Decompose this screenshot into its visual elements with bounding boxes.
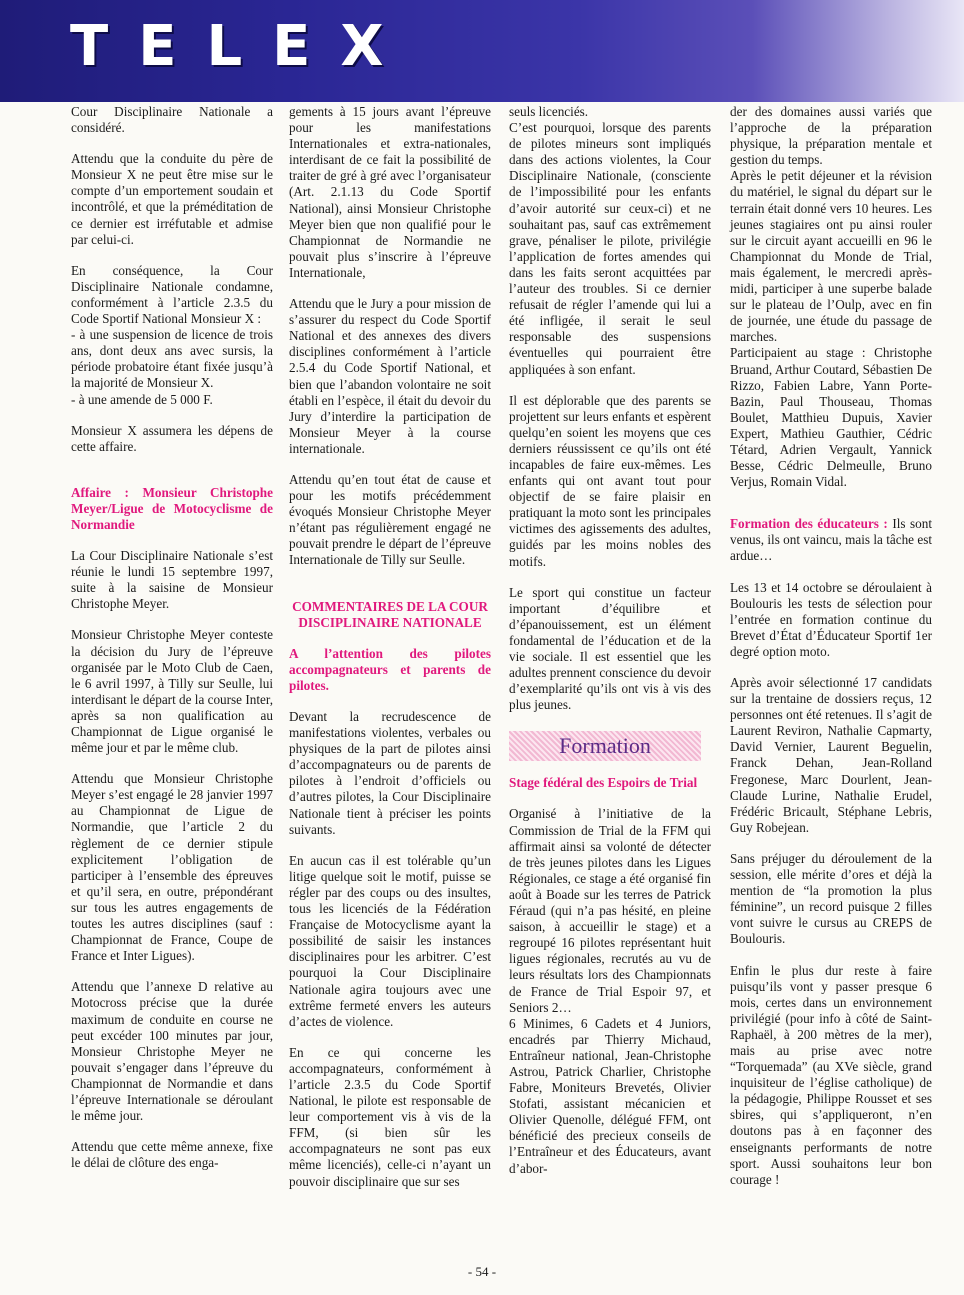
paragraph: Attendu qu’en tout état de cause et pour les motifs précédemment évoqués Monsieur Christophe Meyer n’étant pas régulièrement engagé ne pouvait prendre le départ de l’épreuve Internationale de Tilly sur Seulle. — [289, 471, 491, 568]
paragraph: Devant la recrudescence de manifestations violentes, verbales ou physiques de la part de pilotes ainsi d’accompagnateurs ou de parents de pilotes à l’endroit d’officiels ou d’autres pilotes, la Cour Disciplinaire Nationale tient à préciser les points suivants. — [289, 709, 491, 837]
section-subheading: A l’attention des pilotes accompagnateurs et parents de pilotes. — [289, 645, 491, 693]
paragraph: La Cour Disciplinaire Nationale s’est réunie le lundi 15 septembre 1997, suite à la saisine de Monsieur Christophe Meyer. — [71, 548, 273, 612]
paragraph: En ce qui concerne les accompagnateurs, conformément à l’article 2.3.5 du Code Sportif National, le pilote est responsable de leur comportement vis à vis de la FFM, (si bien sûr les accompagnateurs ne sont pas eux même licenciés), celle-ci n’ayant un pouvoir disciplinaire que sur ses — [289, 1044, 491, 1189]
column-3 — [509, 104, 711, 1192]
paragraph: Les 13 et 14 octobre se déroulaient à Boulouris les tests de sélection pour l’entrée en formation continue du Brevet d’État d’Éducateur Sportif 1er degré option moto. — [730, 579, 932, 659]
paragraph: Monsieur X assumera les dépens de cette affaire. — [71, 422, 273, 454]
column-4 — [730, 104, 932, 1203]
section-heading: COMMENTAIRES DE LA COUR DISCIPLINAIRE NATIONALE — [292, 598, 488, 630]
paragraph: - à une suspension de licence de trois ans, dont deux ans avec sursis, la période probatoire étant fixée jusqu’à la majorité de Monsieur X. — [71, 327, 273, 391]
paragraph: Organisé à l’initiative de la Commission de Trial de la FFM qui affirmait ainsi sa volonté de détecter de très jeunes pilotes dans les Ligues Régionales, ce stage a été organisé fin août à Boade sur les terres de Patrick Féraud (qui n’a pas hésité, en pleine saison, à accueillir le stage) et a regroupé 16 pilotes représentant huit ligues régionales, recrutés au vu de leurs résultats lors des Championnats de France de Trial Espoir 97, et Seniors 2… — [509, 806, 711, 1015]
page-number: - 54 - — [467, 1264, 497, 1279]
paragraph: Attendu que l’annexe D relative au Motocross précise que la durée maximum de conduite en course ne peut excéder 100 minutes par jour, Monsieur Christophe Meyer ne pouvait s’engager dans l’épreuve du Championnat de Normandie et dans l’épreuve Internationale se déroulant le même jour. — [71, 979, 273, 1124]
column-2 — [289, 104, 491, 1205]
section-heading: Affaire : Monsieur Christophe Meyer/Ligue de Motocyclisme de Normandie — [71, 484, 273, 532]
paragraph: Après avoir sélectionné 17 candidats sur la trentaine de dossiers reçus, 12 personnes ont été retenues. Il s’agit de Laurent Reviron, Nathalie Capmarty, David Vernier, Laurent Beguelin, Franck Dehan, Jean-Rolland Fregonese, Marc Dourlent, Jean-Claude Lurine, Nathalie Erudel, Frédéric Bricault, Stéphane Lebris, Guy Robejean. — [730, 675, 932, 835]
section-heading: Stage fédéral des Espoirs de Trial — [509, 775, 698, 791]
paragraph: Participaient au stage : Christophe Bruand, Arthur Coutard, Sébastien De Rizzo, Fabien Labre, Yann Porte-Bazin, Paul Thouseau, Thomas Boulet, Matthieu Dupuis, Xavier Expert, Mathieu Gauthier, Cédric Tétard, Adrien Vergault, Yannick Besse, Cédric Delmeulle, Bruno Verjus, Romain Vidal. — [730, 345, 932, 490]
paragraph: Cour Disciplinaire Nationale a considéré. — [71, 104, 273, 136]
paragraph: Attendu que la conduite du père de Monsieur X ne peut être mise sur le compte d’un emportement soudain et incontrôlé, et que la préméditation de ce dernier est irréfutable et admise par celui-ci. — [71, 151, 273, 247]
paragraph: C’est pourquoi, lorsque des parents de pilotes mineurs sont impliqués dans des actions violentes, la Cour Disciplinaire Nationale, (consciente de l’impossibilité pour les enfants d’avoir autorité sur ceux-ci) et ne souhaitant pas, sauf cas extrêmement grave, pénaliser le pilote, privilégie l’application de fortes amendes qui dans les faits seront acquittées par l’auteur des troubles. Si ce dernier refusait de régler l’amende qui lui a été infligée, il serait le seul responsable des suspensions éventuelles qui pourraient être appliquées à son enfant. — [509, 120, 711, 377]
paragraph: En aucun cas il est tolérable qu’un litige quelque soit le motif, puisse se régler par des coups ou des insultes, tous les licenciés de la Fédération Française de Motocyclisme ayant la possibilité de saisir les instances disciplinaires pour les arbitrer. C’est pourquoi la Cour Disciplinaire Nationale agira toujours avec une extrême fermeté envers les auteurs d’actes de violence. — [289, 852, 491, 1029]
paragraph: Attendu que le Jury a pour mission de s’assurer du respect du Code Sportif National et des annexes des divers disciplines conformément à l’article 2.5.4 du Code Sportif National, et bien que l’abandon volontaire ne soit établi en l’espèce, il était du devoir du Jury d’interdire la participation de Monsieur Meyer à la course internationale. — [289, 296, 491, 456]
paragraph: Le sport qui constitue un facteur important d’équilibre et d’épanouissement, est un élément fondamental de l’éducation et de la vie sociale. Il est essentiel que les adultes prennent conscience du devoir d’exemplarité qu’ils ont vis à vis des plus jeunes. — [509, 584, 711, 713]
formation-label: Formation — [559, 733, 651, 759]
section-heading-rest: Ils sont venus, ils ont vaincu, mais la tâche est ardue… — [730, 516, 933, 564]
paragraph: Attendu que cette même annexe, fixe le délai de clôture des enga- — [71, 1139, 273, 1171]
paragraph: 6 Minimes, 6 Cadets et 4 Juniors, encadrés par Thierry Michaud, Entraîneur national, Jean-Christophe Astrou, Patrick Charlier, Christophe Fabre, Moniteurs Brevetés, Olivier Stofati, assistant mécanicien et Olivier Quenolle, délégué FFM, ont bénéficié des precieux conseils de l’Entraîneur et des Éducateurs, avant d’abor- — [509, 1015, 711, 1176]
paragraph: Sans préjuger du déroulement de la session, elle mérite d’ores et déjà la mention de “la promotion la plus féminine”, un record puisque 2 filles vont suivre le cursus au CREPS de Boulouris. — [730, 850, 932, 947]
paragraph: En conséquence, la Cour Disciplinaire Nationale condamne, conformément à l’article 2.3.5 du Code Sportif National Monsieur X : — [71, 262, 273, 327]
paragraph: Enfin le plus dur reste à faire puisqu’ils vont y passer presque 6 mois, certes dans un environnement privilégié (pour info à côté de Saint-Raphaël, à 200 mètres de la mer), mais au prise avec notre “Torquemada” (au XVe siècle, grand inquisiteur de l’église catholique) de la pédagogie, Philippe Rousset et ses sbires, qui s’appliqueront, n’en doutons pas à en façonner des enseignants performants de notre sport. Aussi souhaitons leur bon courage ! — [730, 962, 932, 1187]
paragraph: Attendu que Monsieur Christophe Meyer s’est engagé le 28 janvier 1997 au Championnat de Ligue de Normandie, que l’article 2 du règlement de ce dernier stipule explicitement l’obligation de participer à l’ensemble des épreuves et qu’il sera, en outre, prépondérant sur tous les autres engagements de toutes les autres disciplines (sauf : Championnat de France, Coupe de France et Inter Ligues). — [71, 771, 273, 964]
paragraph: seuls licenciés. — [509, 104, 589, 119]
paragraph: der des domaines aussi variés que l’approche de la préparation physique, la préparation mentale et gestion du temps. — [730, 104, 932, 168]
paragraph: Après le petit déjeuner et la révision du matériel, le signal du départ sur le terrain était donné vers 10 heures. Les jeunes stagiaires ont pu ainsi rouler sur le circuit ayant accueilli en 96 le Championnat du Monde de Trial, mais également, le mercredi après-midi, participer à une superbe balade sur le plateau de l’Oulp, avec en fin de journée, une étude du passage de marches. — [730, 168, 932, 345]
telex-banner — [0, 0, 964, 102]
section-paragraph — [730, 516, 932, 564]
paragraph: Monsieur Christophe Meyer conteste la décision du Jury de l’épreuve organisée par le Moto Club de Caen, le 6 avril 1997, à Tilly sur Seulle, lui interdisant le départ de la course Inter, après sa non qualification au Championnat de Ligue organisé le même jour et par le même club. — [71, 627, 273, 756]
page-title: TELEX — [70, 14, 414, 79]
section-heading: Formation des éducateurs : — [730, 516, 888, 532]
paragraph: Il est déplorable que des parents se projettent sur leurs enfants et espèrent quelqu’en soient les moyens que ces derniers réussissent ce qu’ils ont été incapables de faire eux-mêmes. Les enfants qui ont avant tout pour objectif de se faire plaisir en pratiquant la moto sont les principales victimes des agissements des adultes, guidés par les moins nobles des motifs. — [509, 392, 711, 569]
column-1 — [71, 104, 273, 1186]
paragraph: - à une amende de 5 000 F. — [71, 391, 213, 407]
paragraph: gements à 15 jours avant l’épreuve pour les manifestations Internationales et extra-nationales, interdisant de ce fait la possibilité de traiter de gré à gré avec l’organisateur (Art. 2.1.13 du Code Sportif National), ainsi Monsieur Christophe Meyer bien que non qualifié pour le Championnat de Normandie ne pouvait plus s’inscrire à l’épreuve Internationale, — [289, 104, 491, 280]
formation-banner — [509, 731, 701, 761]
